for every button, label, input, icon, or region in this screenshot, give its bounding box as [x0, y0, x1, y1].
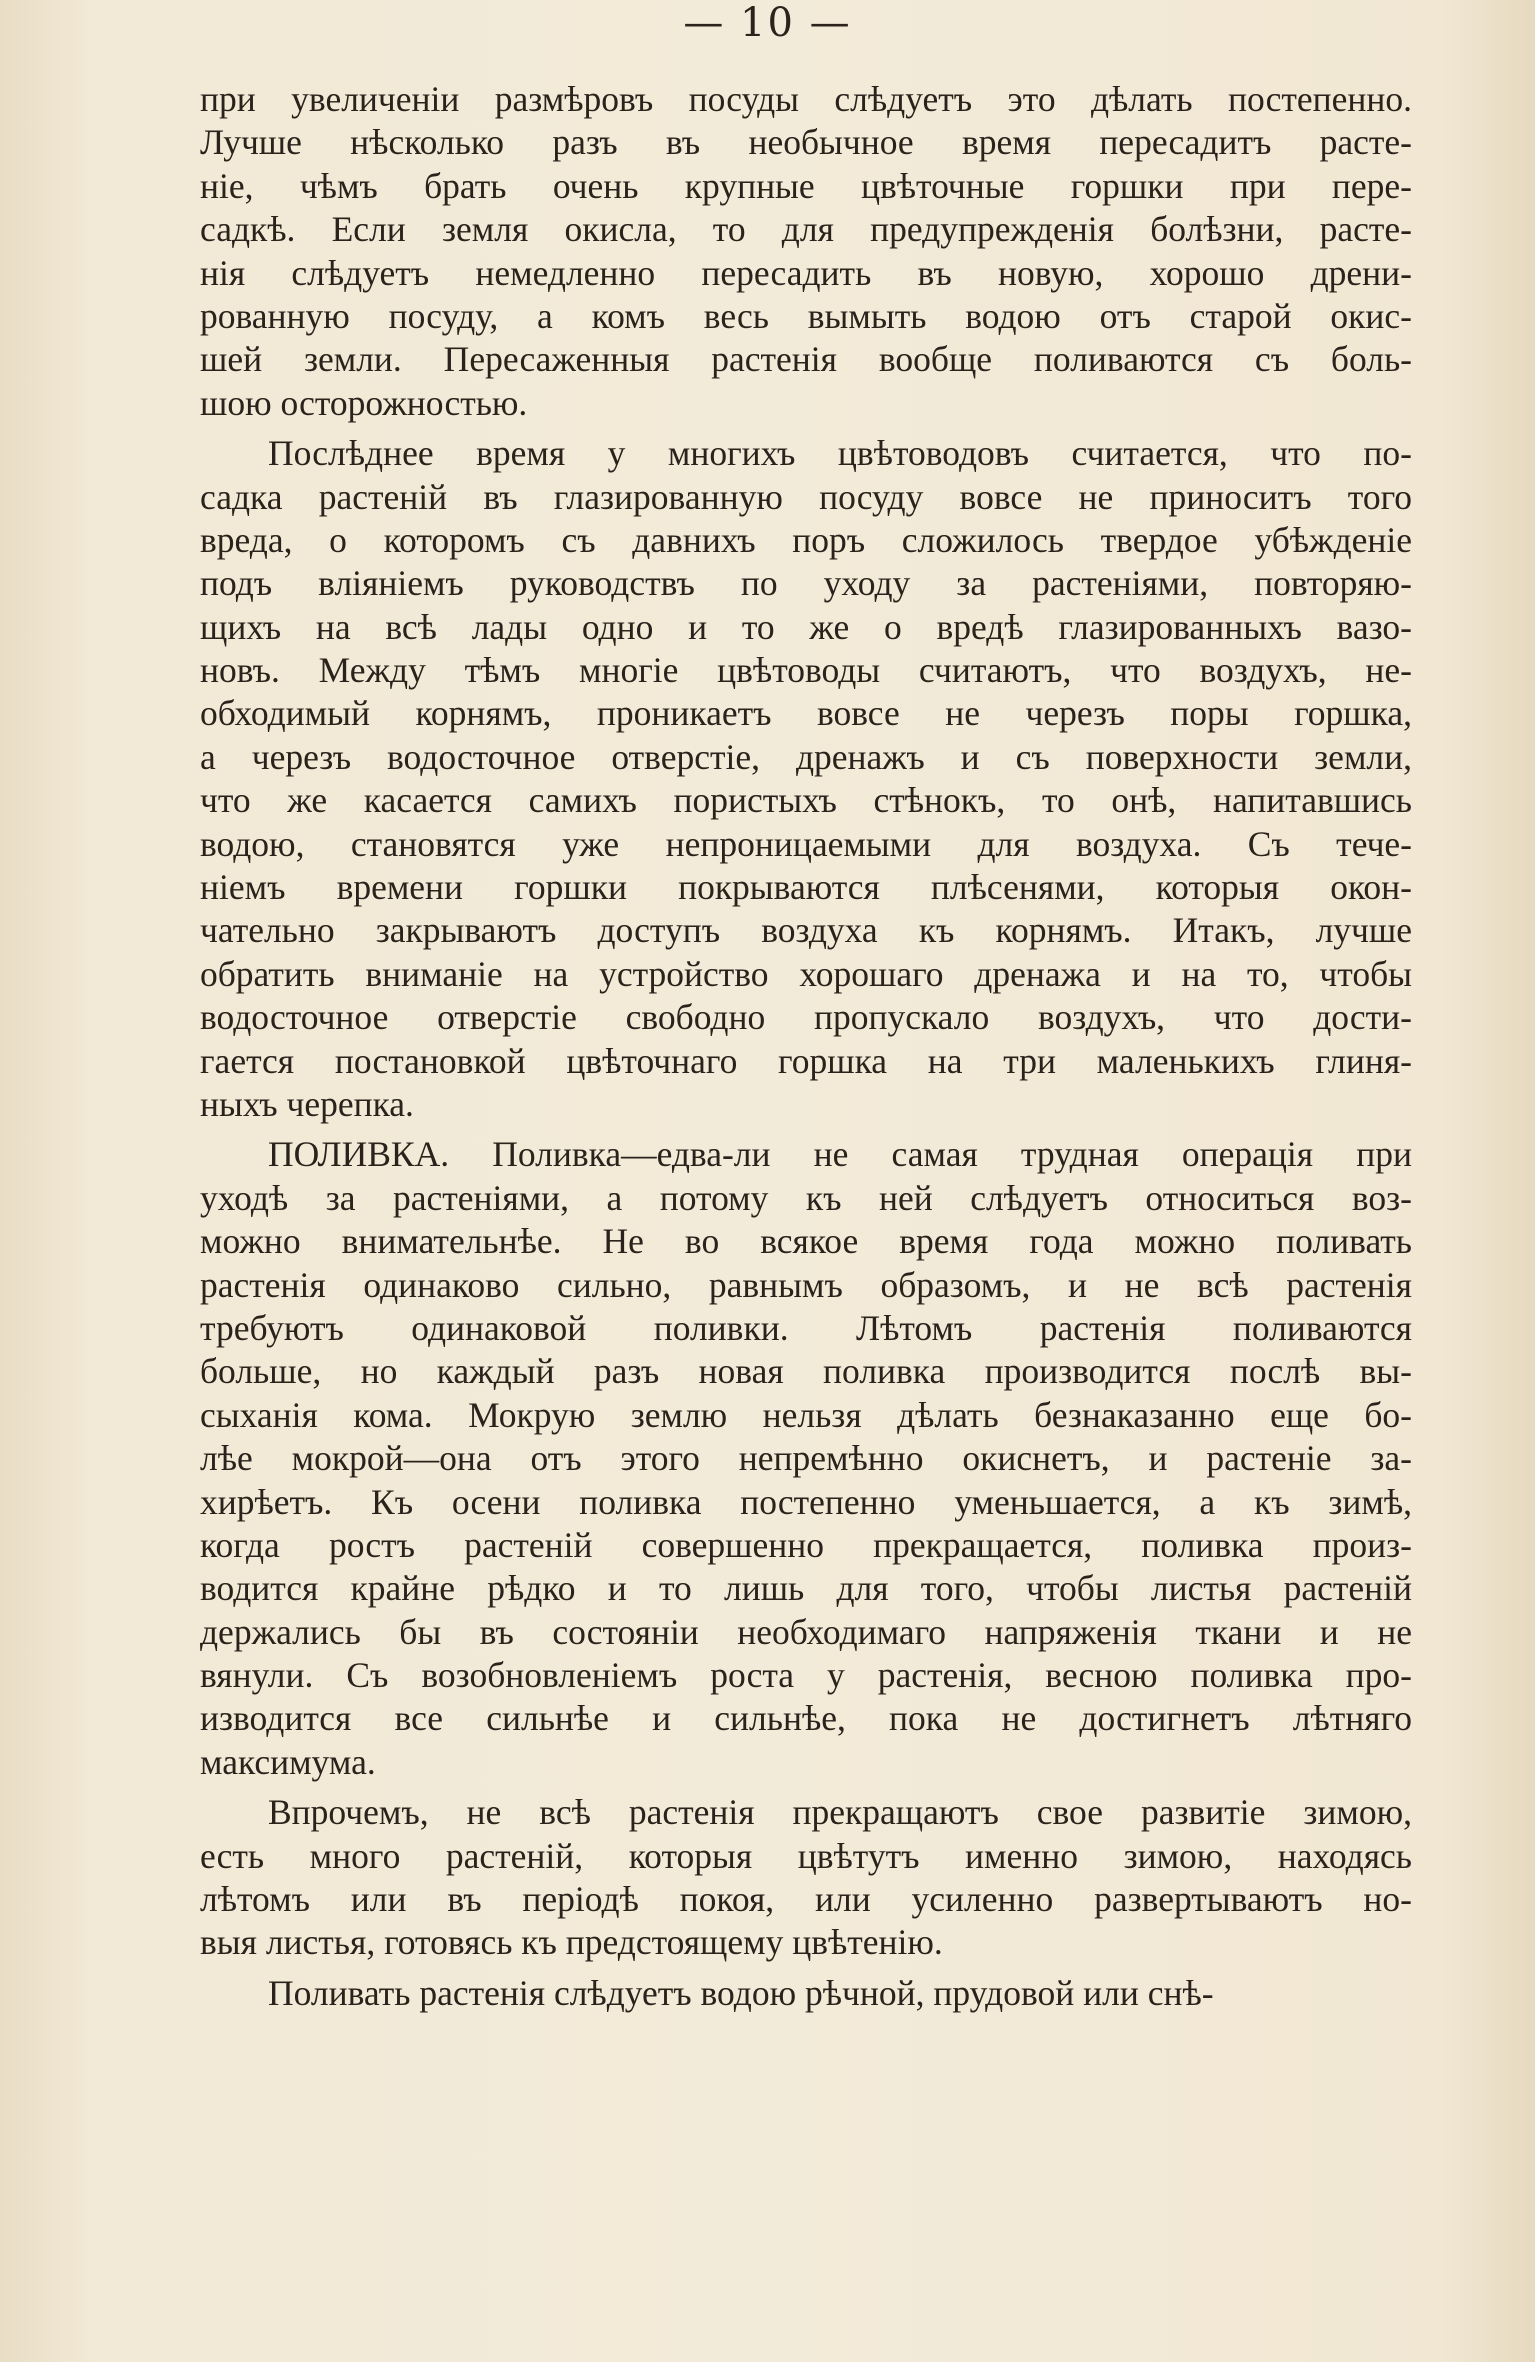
- text-line: шою осторожностью.: [200, 382, 528, 423]
- text-line: шей земли. Пересаженныя растенія вообще поливаются съ боль-: [200, 339, 1412, 380]
- text-line: водосточное отверстіе свободно пропускало воздухъ, что дости-: [200, 997, 1412, 1038]
- text-line: при увеличеніи размѣровъ посуды слѣдуетъ это дѣлать постепенно.: [200, 79, 1412, 119]
- text-line: сыханія кома. Мокрую землю нельзя дѣлать безнаказанно еще бо-: [200, 1394, 1412, 1435]
- text-line: гается постановкой цвѣточнаго горшка на три маленькихъ глиня-: [200, 1040, 1412, 1081]
- text-line: водою, становятся уже непроницаемыми для воздуха. Съ тече-: [200, 823, 1412, 864]
- text-line: обратить вниманіе на устройство хорошаго дренажа и на то, чтобы: [200, 953, 1412, 994]
- text-line: садка растеній въ глазированную посуду вовсе не приноситъ того: [200, 476, 1412, 517]
- text-line: нія слѣдуетъ немедленно пересадить въ новую, хорошо дрени-: [200, 252, 1412, 293]
- text-line: водится крайне рѣдко и то лишь для того, чтобы листья растеній: [200, 1568, 1412, 1609]
- text-line: хирѣетъ. Къ осени поливка постепенно уменьшается, а къ зимѣ,: [200, 1481, 1412, 1522]
- text-line: чательно закрываютъ доступъ воздуха къ корнямъ. Итакъ, лучше: [200, 910, 1412, 951]
- paragraph: [200, 78, 1412, 425]
- text-line: уходѣ за растеніями, а потому къ ней слѣдуетъ относиться воз-: [200, 1177, 1412, 1218]
- paragraph: [200, 1133, 1412, 1784]
- text-line: что же касается самихъ пористыхъ стѣнокъ, то онѣ, напитавшись: [200, 780, 1412, 821]
- text-line: изводится все сильнѣе и сильнѣе, пока не достигнетъ лѣтняго: [200, 1698, 1412, 1739]
- text-line: Лучше нѣсколько разъ въ необычное время пересадитъ расте-: [200, 122, 1412, 163]
- text-line: выя листья, готовясь къ предстоящему цвѣтенію.: [200, 1922, 943, 1963]
- paragraph: [200, 1972, 1412, 2015]
- text-line: когда ростъ растеній совершенно прекращается, поливка произ-: [200, 1524, 1412, 1565]
- text-line: Поливать растенія слѣдуетъ водою рѣчной, прудовой или снѣ-: [268, 1972, 1214, 2013]
- text-line: есть много растеній, которыя цвѣтутъ именно зимою, находясь: [200, 1835, 1412, 1876]
- text-line: лѣе мокрой—она отъ этого непремѣнно окиснетъ, и растеніе за-: [200, 1438, 1412, 1479]
- text-line: максимума.: [200, 1741, 376, 1782]
- page-number: — 10 —: [683, 0, 852, 46]
- text-line: садкѣ. Если земля окисла, то для предупрежденія болѣзни, расте-: [200, 209, 1412, 250]
- paragraph: [200, 1791, 1412, 1965]
- text-line: а черезъ водосточное отверстіе, дренажъ и съ поверхности земли,: [200, 736, 1412, 777]
- text-line: обходимый корнямъ, проникаетъ вовсе не черезъ поры горшка,: [200, 693, 1412, 734]
- text-line: можно внимательнѣе. Не во всякое время года можно поливать: [200, 1221, 1412, 1262]
- text-line: вреда, о которомъ съ давнихъ поръ сложилось твердое убѣжденіе: [200, 519, 1412, 560]
- text-line: держались бы въ состояніи необходимаго напряженія ткани и не: [200, 1611, 1412, 1652]
- text-line: новъ. Между тѣмъ многіе цвѣтоводы считаютъ, что воздухъ, не-: [200, 650, 1412, 691]
- paragraph: [200, 432, 1412, 1126]
- text-line: ніемъ времени горшки покрываются плѣсенями, которыя окон-: [200, 867, 1412, 908]
- text-line: щихъ на всѣ лады одно и то же о вредѣ глазированныхъ вазо-: [200, 606, 1412, 647]
- text-line: рованную посуду, а комъ весь вымыть водою отъ старой окис-: [200, 295, 1412, 336]
- text-line: лѣтомъ или въ періодѣ покоя, или усиленно развертываютъ но-: [200, 1879, 1412, 1920]
- text-line: Впрочемъ, не всѣ растенія прекращаютъ свое развитіе зимою,: [268, 1792, 1412, 1833]
- text-line: ныхъ черепка.: [200, 1083, 414, 1124]
- text-line: ПОЛИВКА. Поливка—едва-ли не самая трудная операція при: [268, 1134, 1412, 1175]
- body-text: [200, 78, 1412, 2015]
- text-line: больше, но каждый разъ новая поливка производится послѣ вы-: [200, 1351, 1412, 1392]
- text-line: вянули. Съ возобновленіемъ роста у растенія, весною поливка про-: [200, 1655, 1412, 1696]
- text-line: ніе, чѣмъ брать очень крупные цвѣточные горшки при пере-: [200, 165, 1412, 206]
- text-line: растенія одинаково сильно, равнымъ образомъ, и не всѣ растенія: [200, 1264, 1412, 1305]
- text-line: подъ вліяніемъ руководствъ по уходу за растеніями, повторяю-: [200, 563, 1412, 604]
- text-line: требуютъ одинаковой поливки. Лѣтомъ растенія поливаются: [200, 1307, 1412, 1348]
- text-line: Послѣднее время у многихъ цвѣтоводовъ считается, что по-: [268, 433, 1412, 474]
